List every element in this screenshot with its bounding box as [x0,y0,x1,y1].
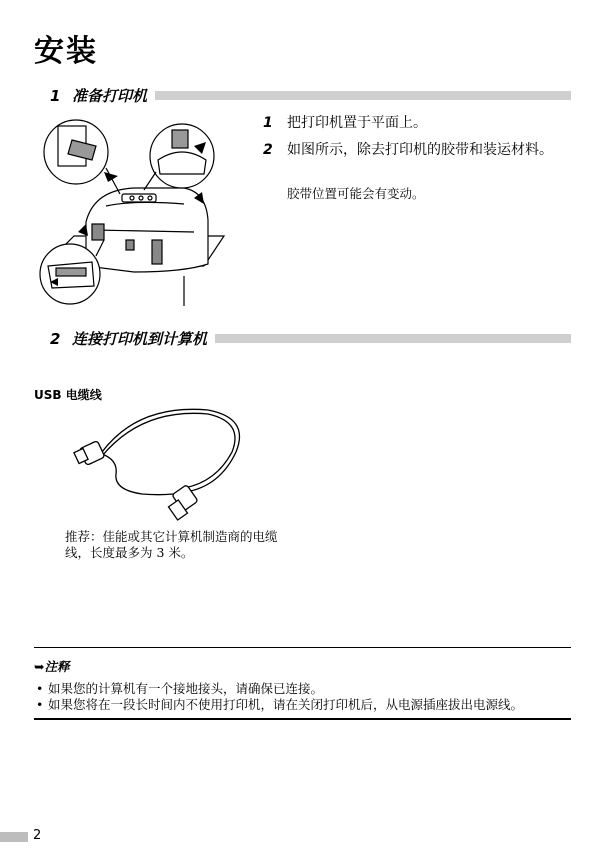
printer-unpacking-illustration [34,116,234,316]
step-2-text: 如图所示，除去打印机的胶带和装运材料。 [287,142,553,158]
step-1-text: 把打印机置于平面上。 [287,115,427,131]
usb-cable-label: USB 电缆线 [34,388,102,402]
section-2-heading [34,328,215,349]
section-2-title: 连接打印机到计算机 [72,330,208,348]
page-number-tab [0,832,28,842]
note-heading [34,657,70,675]
step-1 [263,114,563,133]
pointer-arrow-icon: ➥ [34,659,45,674]
section-1-title: 准备打印机 [72,87,148,105]
note-item-1-text: 如果您的计算机有一个接地接头，请确保已连接。 [48,681,324,696]
usb-cable-illustration [68,400,248,525]
section-1-number: 1 [50,87,61,105]
step-2 [263,141,563,160]
cable-recommendation: 推荐：佳能或其它计算机制造商的电缆线，长度最多为 3 米。 [65,529,278,560]
step-2-number: 2 [263,142,273,158]
note-item-2-text: 如果您将在一段长时间内不使用打印机，请在关闭打印机后，从电源插座拔出电源线。 [48,697,524,712]
note-top-rule [34,647,571,648]
page-title: 安装 [34,34,98,69]
bullet-icon: • [36,681,44,696]
note-item-1 [36,680,576,697]
section-1-heading [34,85,155,106]
section-2-number: 2 [50,330,61,348]
note-title: 注释 [44,659,70,674]
note-bottom-rule [34,718,571,720]
bullet-icon: • [36,697,44,712]
page-number: 2 [33,828,42,843]
step-1-number: 1 [263,115,273,131]
note-item-2 [36,696,576,713]
tape-position-remark: 胶带位置可能会有变动。 [287,186,425,201]
